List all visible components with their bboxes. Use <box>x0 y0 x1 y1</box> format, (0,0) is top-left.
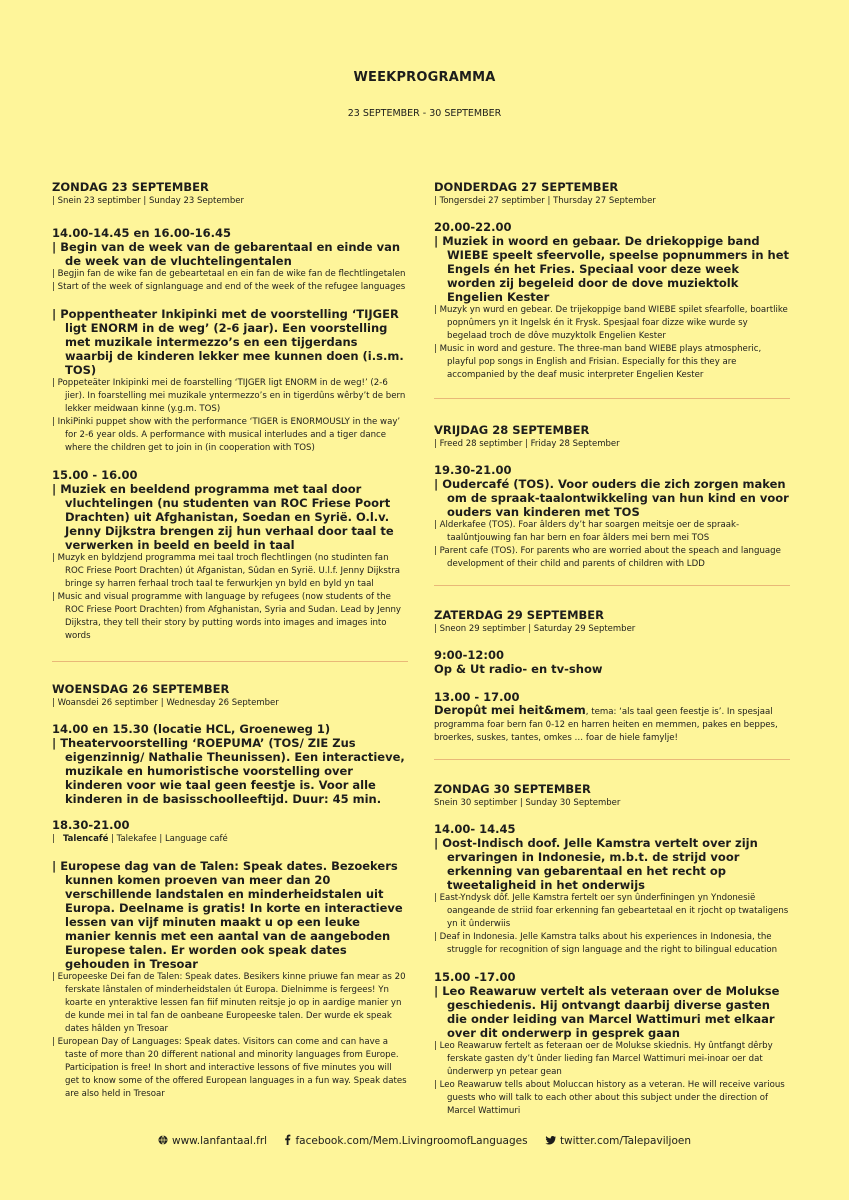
event-title: | Europese dag van de Talen: Speak dates. Bezoekers kunnen komen proeven van meer dan 20 verschillende landstalen en minderheidstalen uit Europa. Deelname is gratis! In korte en interactieve lessen van vijf minuten maakt u op een leuke manier kennis met een aantal van de aangeboden Europese talen. Er worden ook speak dates gehouden in Tresoar <box>52 859 403 971</box>
venue-name: Talencafé <box>62 834 109 844</box>
event-title: | Oost-Indisch doof. Jelle Kamstra vertelt over zijn ervaringen in Indonesie, m.b.t. de strijd voor erkenning van gebarentaal en het recht op tweetaligheid in het onderwijs <box>434 836 758 892</box>
event-title: | Leo Reawaruw vertelt als veteraan over de Molukse geschiedenis. Hij ontvangt daarbij diverse gasten die onder leiding van Marcel Wattimuri met elkaar over dit onderwerp in gesprek gaan <box>434 984 780 1040</box>
event-english: | Music in word and gesture. The three-man band WIEBE plays atmospheric, playful pop songs in English and Frisian. Especially for this they are accompanied by the deaf music interpreter Engelien Kester <box>434 344 762 380</box>
event-title: Op & Ut radio- en tv-show <box>434 662 603 676</box>
event-frisian: | East-Yndysk dôf. Jelle Kamstra fertelt oer syn ûnderfiningen yn Yndonesië oangeande de striid foar erkenning fan gebeartetaal en it rjocht op twataligens yn it ûnderwiis <box>434 893 789 929</box>
twitter-icon <box>545 1136 556 1147</box>
event-time: 15.00 -17.00 <box>434 970 516 984</box>
event-time: 14.00 en 15.30 (locatie HCL, Groeneweg 1) <box>52 722 331 736</box>
event-time: 19.30-21.00 <box>434 463 512 477</box>
day-sun23 <box>52 180 408 643</box>
page-dates: 23 SEPTEMBER - 30 SEPTEMBER <box>347 108 502 119</box>
facebook-link[interactable] <box>284 1135 530 1147</box>
page-title: WEEKPROGRAMMA <box>353 70 496 85</box>
event-title-inline: Deropût mei heit&mem <box>434 703 586 717</box>
event-time: 13.00 - 17.00 <box>434 690 520 704</box>
day-heading: ZONDAG 30 SEPTEMBER <box>434 782 591 796</box>
day-heading: WOENSDAG 26 SEPTEMBER <box>52 682 230 696</box>
right-column <box>434 180 790 1118</box>
event-english: | Music and visual programme with language by refugees (now students of the ROC Friese Poort Drachten) from Afghanistan, Syria and Sudan. Lead by Jenny Dijkstra, they tell their story by putting words into images and images into words <box>52 592 401 641</box>
day-wed26 <box>52 682 408 1101</box>
website-link[interactable] <box>158 1135 270 1147</box>
event-frisian: | Alderkafee (TOS). Foar âlders dy’t har soargen meitsje oer de spraak-taalûntjouwing fan har bern en foar âlders mei bern mei TOS <box>434 520 740 543</box>
event-title: | Begin van de week van de gebarentaal en einde van de week van de vluchtelingentalen <box>52 240 401 268</box>
day-thu27 <box>434 180 790 382</box>
event-time: 20.00-22.00 <box>434 220 512 234</box>
day-subheading: | Freed 28 septimber | Friday 28 September <box>434 439 620 449</box>
event-title: | Poppentheater Inkipinki met de voorstelling ‘TIJGER ligt ENORM in de weg’ (2-6 jaar). Een voorstelling met muzikale intermezzo’s en een tijgerdans waarbij de kinderen lekker mee kunnen doen (i.s.m. TOS) <box>52 307 404 377</box>
event-title: | Muziek in woord en gebaar. De driekoppige band WIEBE speelt sfeervolle, speelse popnummers in het Engels én het Fries. Speciaal voor deze week worden zij begeleid door de dove muziektolk Engelien Kester <box>434 234 790 304</box>
event-title: | Theatervoorstelling ‘ROEPUMA’ (TOS/ ZIE Zus eigenzinnig/ Nathalie Theunissen). Een interactieve, muzikale en humoristische voorstelling over kinderen voor wie taal geen feestje is. Voor alle kinderen in de basisschoolleeftijd. Duur: 45 min. <box>52 736 405 806</box>
globe-icon <box>158 1135 168 1147</box>
day-subheading: Snein 30 septimber | Sunday 30 September <box>434 798 621 808</box>
event-body: , tema: ‘als taal geen feestje is’. In spesjaal programma foar bern fan 0-12 en harren heiten en memmen, pakes en beppes, broerkes, suskes, tantes, omkes … foar de hiele famylje! <box>434 707 778 743</box>
event-english: | Start of the week of signlanguage and end of the week of the refugee languages <box>52 282 406 292</box>
day-subheading: | Snein 23 septimber | Sunday 23 September <box>52 196 244 206</box>
day-subheading: | Sneon 29 septimber | Saturday 29 September <box>434 624 636 634</box>
day-sun30 <box>434 782 790 1118</box>
event-time: 14.00-14.45 en 16.00-16.45 <box>52 226 232 240</box>
venue-line: | Talencafé | Talekafee | Language café <box>52 834 228 844</box>
day-sat29 <box>434 608 790 745</box>
event-title: | Oudercafé (TOS). Voor ouders die zich zorgen maken om de spraak-taalontwikkeling van hun kind en voor ouders van kinderen met TOS <box>434 477 789 519</box>
event-time: 15.00 - 16.00 <box>52 468 138 482</box>
website-text[interactable]: www.lanfantaal.frl <box>172 1135 268 1147</box>
twitter-text[interactable]: twitter.com/Talepaviljoen <box>559 1135 691 1147</box>
event-english: | Parent cafe (TOS). For parents who are worried about the speach and language development of their child and parents of children with LDD <box>434 546 781 569</box>
event-time: 18.30-21.00 <box>52 818 130 832</box>
event-title: | Muziek en beeldend programma met taal door vluchtelingen (nu studenten van ROC Friese Poort Drachten) uit Afghanistan, Soedan en Syrië. O.l.v. Jenny Dijkstra brengen zij hun verhaal door taal te verwerken in beeld en beeld in taal <box>52 482 394 552</box>
footer-links <box>0 1134 849 1147</box>
event-frisian: | Muzyk yn wurd en gebear. De trijekoppige band WIEBE spilet sfearfolle, boartlike popnûmers yn it Ingelsk én it Frysk. Spesjaal foar dizze wike wurde sy begelaad troch de dôve muzyktolk Engelien Kester <box>434 305 788 341</box>
day-heading: DONDERDAG 27 SEPTEMBER <box>434 180 619 194</box>
day-subheading: | Woansdei 26 septimber | Wednesday 26 September <box>52 698 279 708</box>
event-frisian: | Europeeske Dei fan de Talen: Speak dates. Besikers kinne priuwe fan mear as 20 ferskate lânstalen of minderheidstalen út Europa. Dielnimme is fergees! Yn koarte en ynteraktive lessen fan fiif minuten reitsje jo op in aardige manier yn de kunde mei in tal fan de oanbeane Europeeske talen. Der wurde ek speak dates hâlden yn Tresoar <box>52 972 406 1034</box>
event-english: | Deaf in Indonesia. Jelle Kamstra talks about his experiences in Indonesia, the struggle for recognition of sign language and the right to bilingual education <box>434 932 778 955</box>
event-english: | European Day of Languages: Speak dates. Visitors can come and can have a taste of more than 20 different national and minority languages from Europe. Participation is free! In short and interactive lessons of five minutes you will get to know some of the offered European languages in a fun way. Speak dates are also held in Tresoar <box>52 1037 407 1099</box>
event-english: | Leo Reawaruw tells about Moluccan history as a veteran. He will receive various guests who will talk to each other about this subject under the direction of Marcel Wattimuri <box>434 1080 785 1116</box>
day-fri28 <box>434 423 790 571</box>
day-heading: VRIJDAG 28 SEPTEMBER <box>434 423 590 437</box>
event-time: 9:00-12:00 <box>434 648 504 662</box>
facebook-text[interactable]: facebook.com/Mem.LivingroomofLanguages <box>295 1135 528 1147</box>
day-heading: ZONDAG 23 SEPTEMBER <box>52 180 209 194</box>
event-english: | InkiPinki puppet show with the performance ‘TIGER is ENORMOUSLY in the way’ for 2-6 year olds. A performance with musical interludes and a tiger dance where the children get to join in (in cooperation with TOS) <box>52 417 401 453</box>
day-subheading: | Tongersdei 27 septimber | Thursday 27 September <box>434 196 656 206</box>
facebook-icon <box>284 1134 291 1147</box>
day-heading: ZATERDAG 29 SEPTEMBER <box>434 608 604 622</box>
left-column <box>52 180 408 1101</box>
event-frisian: | Begjin fan de wike fan de gebeartetaal en ein fan de wike fan de flechtlingetalen <box>52 269 406 279</box>
event-frisian: | Muzyk en byldzjend programma mei taal troch flechtlingen (no studinten fan ROC Friese Poort Drachten) út Afganistan, Sûdan en Syrië. U.l.f. Jenny Dijkstra bringe sy harren ferhaal troch taal te ferwurkjen yn byld en byld yn taal <box>52 553 401 589</box>
event-frisian: | Leo Reawaruw fertelt as feteraan oer de Molukse skiednis. Hy ûntfangt dêrby ferskate gasten dy’t ûnder lieding fan Marcel Wattimuri mei-inoar oer dat ûnderwerp yn petear gean <box>434 1041 773 1077</box>
event-time: 14.00- 14.45 <box>434 822 516 836</box>
venue-translations: | Talekafee | Language café <box>108 834 228 844</box>
twitter-link[interactable] <box>545 1135 691 1147</box>
event-frisian: | Poppeteäter Inkipinki mei de foarstelling ‘TIJGER ligt ENORM in de weg!’ (2-6 jier). In foarstelling mei muzikale yntermezzo’s en in tigerdûns wêrby’t de bern lekker meidwaan kinne (y.g.m. TOS) <box>52 378 406 414</box>
event-description <box>434 704 790 745</box>
